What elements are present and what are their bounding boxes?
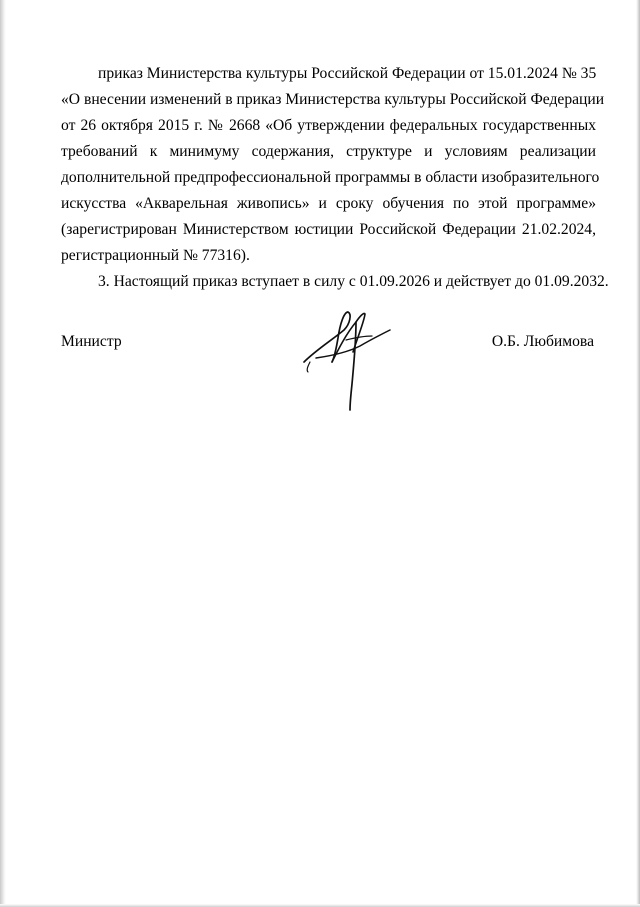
text-line-7: (зарегистрирован Министерством юстиции Российской Федерации 21.02.2024, xyxy=(61,221,596,238)
signatory-role: Министр xyxy=(61,333,122,350)
scan-edge-left xyxy=(0,0,6,907)
scan-edge-right xyxy=(636,0,640,907)
text-line-2: «О внесении изменений в приказ Министерства культуры Российской Федерации xyxy=(61,91,605,108)
text-line-6: искусства «Акварельная живопись» и сроку обучения по этой программе» xyxy=(61,195,596,212)
paragraph-3: 3. Настоящий приказ вступает в силу с 01.09.2026 и действует до 01.09.2032. xyxy=(98,273,609,290)
handwritten-signature xyxy=(298,300,398,412)
text-line-1: приказ Министерства культуры Российской Федерации от 15.01.2024 № 35 xyxy=(98,65,597,82)
signatory-name: О.Б. Любимова xyxy=(491,333,594,350)
text-line-5: дополнительной предпрофессиональной программы в области изобразительного xyxy=(61,169,600,186)
text-line-4: требований к минимуму содержания, структуре и условиям реализации xyxy=(61,143,596,160)
text-line-3: от 26 октября 2015 г. № 2668 «Об утверждении федеральных государственных xyxy=(61,117,596,134)
text-line-8: регистрационный № 77316). xyxy=(61,247,250,264)
